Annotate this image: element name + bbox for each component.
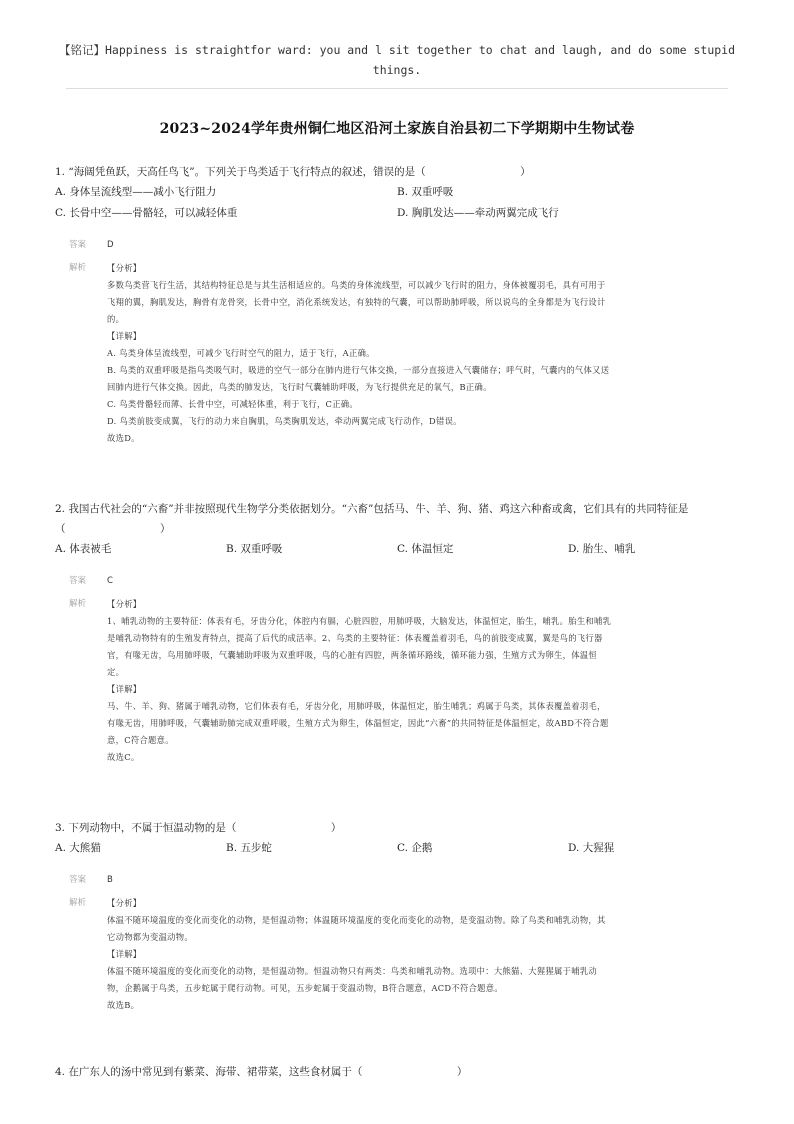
header-divider <box>66 88 728 89</box>
analysis-line: 的。 <box>107 314 125 324</box>
analysis-line: 故选C。 <box>107 752 140 762</box>
analysis-block <box>55 596 745 766</box>
question-4 <box>55 1062 745 1082</box>
question-2 <box>55 499 745 766</box>
option-b: B. 双重呼吸 <box>397 186 454 198</box>
option-a: A. 体表被毛 <box>55 543 112 555</box>
analysis-line: 定。 <box>107 667 125 677</box>
analysis-line: 1、哺乳动物的主要特征：体表有毛，牙齿分化，体腔内有膈，心脏四腔，用肺呼吸，大脑发达，体温恒定，胎生，哺乳。胎生和哺乳 <box>107 616 612 626</box>
analysis-line: 飞翔的翼，胸肌发达，胸骨有龙骨突，长骨中空，消化系统发达，有独特的气囊，可以帮助肺呼吸，所以说鸟的全身都是为飞行设计 <box>107 297 606 307</box>
answer-row <box>55 574 745 588</box>
question-stem: 2. 我国古代社会的“六畜”并非按照现代生物学分类依据划分。“六畜”包括马、牛、羊、狗、猪、鸡这六种畜或禽，它们具有的共同特征是（ ） <box>55 503 689 535</box>
option-d: D. 胎生、哺乳 <box>568 543 636 555</box>
analysis-line: B. 鸟类的双重呼吸是指鸟类吸气时，吸进的空气一部分在肺内进行气体交换，一部分直接进入气囊储存；呼气时，气囊内的气体又送 <box>107 365 610 375</box>
option-c: C. 企鹅 <box>397 842 433 854</box>
answer-label: 答案 <box>69 875 87 885</box>
analysis-body <box>107 260 745 447</box>
analysis-line: D. 鸟类前肢变成翼，飞行的动力来自胸肌，鸟类胸肌发达，牵动两翼完成飞行动作，D错误。 <box>107 416 462 426</box>
option-c: C. 长骨中空——骨骼轻，可以减轻体重 <box>55 207 238 219</box>
analysis-line: 回肺内进行气体交换。因此，鸟类的肺发达，飞行时气囊辅助呼吸，为飞行提供充足的氧气，B正确。 <box>107 382 492 392</box>
analysis-line: 多数鸟类营飞行生活，其结构特征总是与其生活相适应的。鸟类的身体流线型，可以减少飞行时的阻力，身体被覆羽毛，具有可用于 <box>107 280 606 290</box>
analysis-line: 故选B。 <box>107 1000 140 1010</box>
option-b: B. 双重呼吸 <box>226 543 283 555</box>
analysis-block <box>55 895 745 1014</box>
question-stem: 1. “海阔凭鱼跃，天高任鸟飞”。下列关于鸟类适于飞行特点的叙述，错误的是（ ） <box>55 166 531 178</box>
analysis-line: 【详解】 <box>107 331 142 341</box>
analysis-body <box>107 596 745 766</box>
answer-label: 答案 <box>69 576 87 586</box>
analysis-line: 【分析】 <box>107 898 142 908</box>
analysis-line: 体温不随环境温度的变化而变化的动物，是恒温动物；体温随环境温度的变化而变化的动物，是变温动物。除了鸟类和哺乳动物，其 <box>107 915 606 925</box>
option-c: C. 体温恒定 <box>397 543 454 555</box>
analysis-line: C. 鸟类骨骼轻而薄、长骨中空，可减轻体重，利于飞行，C正确。 <box>107 399 358 409</box>
page-title: 2023~2024学年贵州铜仁地区沿河土家族自治县初二下学期期中生物试卷 <box>159 121 635 137</box>
analysis-line: A. 鸟类身体呈流线型，可减少飞行时空气的阻力，适于飞行，A正确。 <box>107 348 375 358</box>
analysis-body <box>107 895 745 1014</box>
analysis-label: 解析 <box>69 599 87 609</box>
analysis-line: 是哺乳动物特有的生殖发育特点，提高了后代的成活率。2、鸟类的主要特征：体表覆盖着羽毛，鸟的前肢变成翼，翼是鸟的飞行器 <box>107 633 603 643</box>
option-d: D. 胸肌发达——牵动两翼完成飞行 <box>397 207 559 219</box>
analysis-line: 故选D。 <box>107 433 140 443</box>
analysis-line: 官，有喙无齿，鸟用肺呼吸，气囊辅助呼吸为双重呼吸，鸟的心脏有四腔，两条循环路线，循环能力强，生殖方式为卵生，体温恒 <box>107 650 598 660</box>
analysis-line: 体温不随环境温度的变化而变化的动物，是恒温动物。恒温动物只有两类：鸟类和哺乳动物。选项中：大熊猫、大猩猩属于哺乳动 <box>107 966 598 976</box>
question-stem: 4. 在广东人的汤中常见到有紫菜、海带、裙带菜，这些食材属于（ ） <box>55 1066 468 1078</box>
question-stem: 3. 下列动物中，不属于恒温动物的是（ ） <box>55 822 342 834</box>
options <box>55 182 745 224</box>
analysis-line: 马、牛、羊、狗、猪属于哺乳动物，它们体表有毛，牙齿分化，用肺呼吸，体温恒定，胎生哺乳；鸡属于鸟类，其体表覆盖着羽毛， <box>107 701 606 711</box>
options <box>55 838 745 859</box>
answer-value: D <box>107 240 114 250</box>
analysis-line: 【详解】 <box>107 949 142 959</box>
question-1 <box>55 162 745 447</box>
answer-row <box>55 238 745 252</box>
analysis-line: 它动物都为变温动物。 <box>107 932 193 942</box>
analysis-label: 解析 <box>69 898 87 908</box>
question-3 <box>55 818 745 1014</box>
answer-row <box>55 873 745 887</box>
analysis-line: 【详解】 <box>107 684 142 694</box>
motto-header: 【铭记】Happiness is straightfor ward: you and l sit together to chat and laugh, and do some stupid things. <box>58 43 736 77</box>
analysis-label: 解析 <box>69 263 87 273</box>
answer-value: C <box>107 576 113 586</box>
analysis-line: 意，C符合题意。 <box>107 735 174 745</box>
analysis-line: 有喙无齿，用肺呼吸，气囊辅助肺完成双重呼吸，生殖方式为卵生，体温恒定，因此“六畜”的共同特征是体温恒定，故ABD不符合题 <box>107 718 609 728</box>
analysis-line: 物，企鹅属于鸟类，五步蛇属于爬行动物。可见，五步蛇属于变温动物，B符合题意，ACD不符合题意。 <box>107 983 503 993</box>
option-d: D. 大猩猩 <box>568 842 615 854</box>
answer-label: 答案 <box>69 240 87 250</box>
analysis-line: 【分析】 <box>107 263 142 273</box>
option-a: A. 身体呈流线型——减小飞行阻力 <box>55 186 217 198</box>
analysis-line: 【分析】 <box>107 599 142 609</box>
option-b: B. 五步蛇 <box>226 842 272 854</box>
option-a: A. 大熊猫 <box>55 842 101 854</box>
analysis-block <box>55 260 745 447</box>
answer-value: B <box>107 875 113 885</box>
options <box>55 539 745 560</box>
